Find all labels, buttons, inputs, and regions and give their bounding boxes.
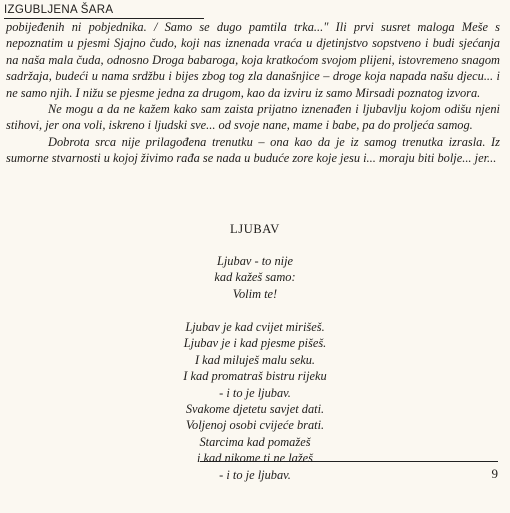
poem-line: Ljubav je kad cvijet mirišeš. [185, 320, 325, 334]
poem-line: I kad miluješ malu seku. [194, 352, 316, 367]
poem-line: Svakome djetetu savjet dati. [185, 402, 325, 417]
paragraph-2: Ne mogu a da ne kažem kako sam zaista prijatno iznenađen i ljubavlju kojom odišu njeni stihovi, jer ona voli, iskreno i ljudski sve... od svoje nane, mame i babe, pa do proljeća samog. [6, 102, 500, 133]
poem-line: Ljubav je i kad pjesme pišeš. [183, 336, 327, 351]
poem-line: Voljenoj osobi cvijeće brati. [185, 418, 325, 433]
poem-title: LJUBAV [230, 222, 280, 236]
poem-stanza-2 [0, 319, 510, 483]
paragraph-1: pobijeđenih ni pobjednika. / Samo se dugo pamtila trka..." Ili prvi susret maloga Meše s nepoznatim u pjesmi Sjajno čudo, koji nas iznenada vraća u djetinjstvo sopstveno i budi sjećanja na naša mala čuda, odnosno Droga babaroga, koja kratkoćom svojom plijeni, istovremeno snagom sadržaja, budeći u nama srdžbu i bijes zbog tog zla današnjice – droge koja napada našu djecu... i ne samo njih. I nižu se pjesme jedna za drugom, kao da izviru iz samo Mirsadi poznatog izvora. [6, 20, 500, 100]
poem-line: I kad promatraš bistru rijeku [183, 369, 327, 384]
paragraph-3: Dobrota srca nije prilagođena trenutku – ona kao da je iz samog trenutka izrasla. Iz sumorne stvarnosti u kojoj živimo rađa se nada u buduće zore koje jesu i... moraju biti bolje... jer... [6, 134, 500, 166]
body-text [6, 19, 500, 167]
poem-line: Ljubav - to nije [216, 254, 294, 268]
footer-rule [200, 461, 498, 462]
poem-line: Starcima kad pomažeš [199, 434, 311, 449]
poem-line: Volim te! [232, 286, 278, 301]
running-header: IZGUBLJENA ŠARA [4, 4, 114, 16]
page-number: 9 [491, 466, 498, 481]
poem-line: - i to je ljubav. [219, 385, 291, 400]
poem-stanza-1 [0, 253, 510, 302]
poem-line: kad kažeš samo: [214, 270, 296, 285]
poem-line: i kad nikome ti ne lažeš [197, 451, 313, 466]
poem-line: - i to je ljubav. [219, 467, 291, 482]
